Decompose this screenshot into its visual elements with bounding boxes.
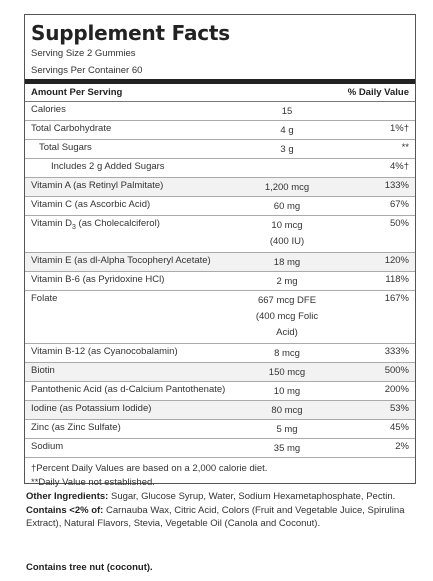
contains-label: Contains <2% of:: [26, 504, 104, 516]
nutrient-name: Biotin: [31, 365, 55, 376]
nutrient-row: [25, 102, 415, 121]
nutrient-daily-value: 118%: [385, 274, 409, 285]
nutrient-row: [25, 121, 415, 140]
nutrient-amount: 10 mcg (400 IU): [269, 220, 305, 247]
nutrient-daily-value: 50%: [389, 218, 409, 229]
nutrient-amount: 4 g: [280, 125, 294, 136]
nutrient-amount: 3 g: [280, 144, 294, 155]
servings-per-container: Servings Per Container 60: [31, 65, 143, 76]
nutrient-row: [25, 291, 415, 344]
nutrient-row: [25, 216, 415, 253]
other-ingredients-label: Other Ingredients:: [26, 491, 109, 502]
nutrient-name: Vitamin B-12 (as Cyanocobalamin): [31, 346, 178, 357]
nutrient-name: Vitamin B-6 (as Pyridoxine HCl): [31, 274, 165, 285]
nutrient-amount: 60 mg: [273, 201, 301, 212]
nutrient-row: [25, 197, 415, 216]
nutrient-amount: 2 mg: [276, 276, 298, 287]
nutrient-daily-value: **: [401, 142, 409, 153]
nutrient-row: [25, 253, 415, 272]
nutrient-name: Pantothenic Acid (as d-Calcium Pantothenate): [31, 384, 226, 395]
nutrient-name: Iodine (as Potassium Iodide): [31, 403, 152, 414]
nutrient-name: Total Carbohydrate: [31, 123, 112, 134]
footnote-percent: †Percent Daily Values are based on a 2,000 calorie diet.: [31, 463, 268, 474]
serving-size: Serving Size 2 Gummies: [31, 48, 136, 59]
nutrient-daily-value: 120%: [384, 255, 409, 266]
nutrient-daily-value: 53%: [389, 403, 409, 414]
nutrient-row: [25, 344, 415, 363]
nutrient-row: [25, 439, 415, 458]
nutrient-daily-value: 167%: [384, 293, 409, 304]
nutrient-daily-value: 2%: [395, 441, 409, 452]
contains-text: Carnauba Wax, Citric Acid, Colors (Fruit and Vegetable Juice, Spirulina Extract), Natural Flavors, Stevia, Vegetable Oil (Canola and Coconut).: [26, 504, 405, 529]
nutrient-name: Vitamin E (as dl-Alpha Tocopheryl Acetate): [31, 255, 211, 266]
nutrient-daily-value: 500%: [384, 365, 409, 376]
nutrient-name: Vitamin C (as Ascorbic Acid): [31, 199, 151, 210]
nutrient-row: [25, 363, 415, 382]
nutrient-rows: [25, 102, 415, 458]
nutrient-row: [25, 159, 415, 178]
nutrient-amount: 5 mg: [276, 424, 298, 435]
nutrient-daily-value: 333%: [384, 346, 409, 357]
nutrient-name: Vitamin A (as Retinyl Palmitate): [31, 180, 164, 191]
nutrient-amount: 1,200 mcg: [264, 182, 310, 193]
column-header: [25, 84, 415, 102]
nutrient-amount: 150 mcg: [268, 367, 306, 378]
nutrient-row: [25, 401, 415, 420]
footnote-not-established: **Daily Value not established.: [31, 477, 155, 488]
nutrient-name: Includes 2 g Added Sugars: [51, 161, 165, 172]
nutrient-row: [25, 420, 415, 439]
nutrient-daily-value: 67%: [389, 199, 409, 210]
nutrient-name: Sodium: [31, 441, 64, 452]
nutrient-row: [25, 178, 415, 197]
amount-header: Amount Per Serving: [31, 87, 123, 98]
panel-title: Supplement Facts: [31, 21, 230, 45]
nutrient-amount: 35 mg: [273, 443, 301, 454]
nutrient-daily-value: 4%†: [389, 161, 409, 172]
footnotes: [25, 458, 415, 490]
daily-value-header: % Daily Value: [347, 87, 409, 98]
nutrient-name: Total Sugars: [39, 142, 92, 153]
allergen-statement: Contains tree nut (coconut).: [26, 562, 153, 573]
nutrient-amount: 8 mcg: [274, 348, 300, 359]
nutrient-row: [25, 272, 415, 291]
nutrient-amount: 18 mg: [273, 257, 301, 268]
nutrient-name: Zinc (as Zinc Sulfate): [31, 422, 121, 433]
nutrient-amount: 667 mcg DFE (400 mcg Folic Acid): [255, 295, 319, 338]
nutrient-daily-value: 1%†: [389, 123, 409, 134]
nutrient-daily-value: 200%: [384, 384, 409, 395]
nutrient-amount: 80 mcg: [271, 405, 303, 416]
nutrient-name: Vitamin $D_3$ (as Cholecalciferol): [31, 218, 160, 231]
nutrient-amount: 15: [281, 106, 293, 117]
nutrient-daily-value: 133%: [384, 180, 409, 191]
nutrient-name: Calories: [31, 104, 66, 115]
other-ingredients: [26, 490, 416, 531]
other-ingredients-text: Sugar, Glucose Syrup, Water, Sodium Hexametaphosphate, Pectin.: [108, 491, 396, 502]
supplement-facts-panel: [24, 14, 416, 488]
nutrient-row: [25, 382, 415, 401]
nutrient-name: Folate: [31, 293, 58, 304]
nutrient-daily-value: 45%: [389, 422, 409, 433]
nutrient-amount: 10 mg: [273, 386, 301, 397]
nutrient-row: [25, 140, 415, 159]
